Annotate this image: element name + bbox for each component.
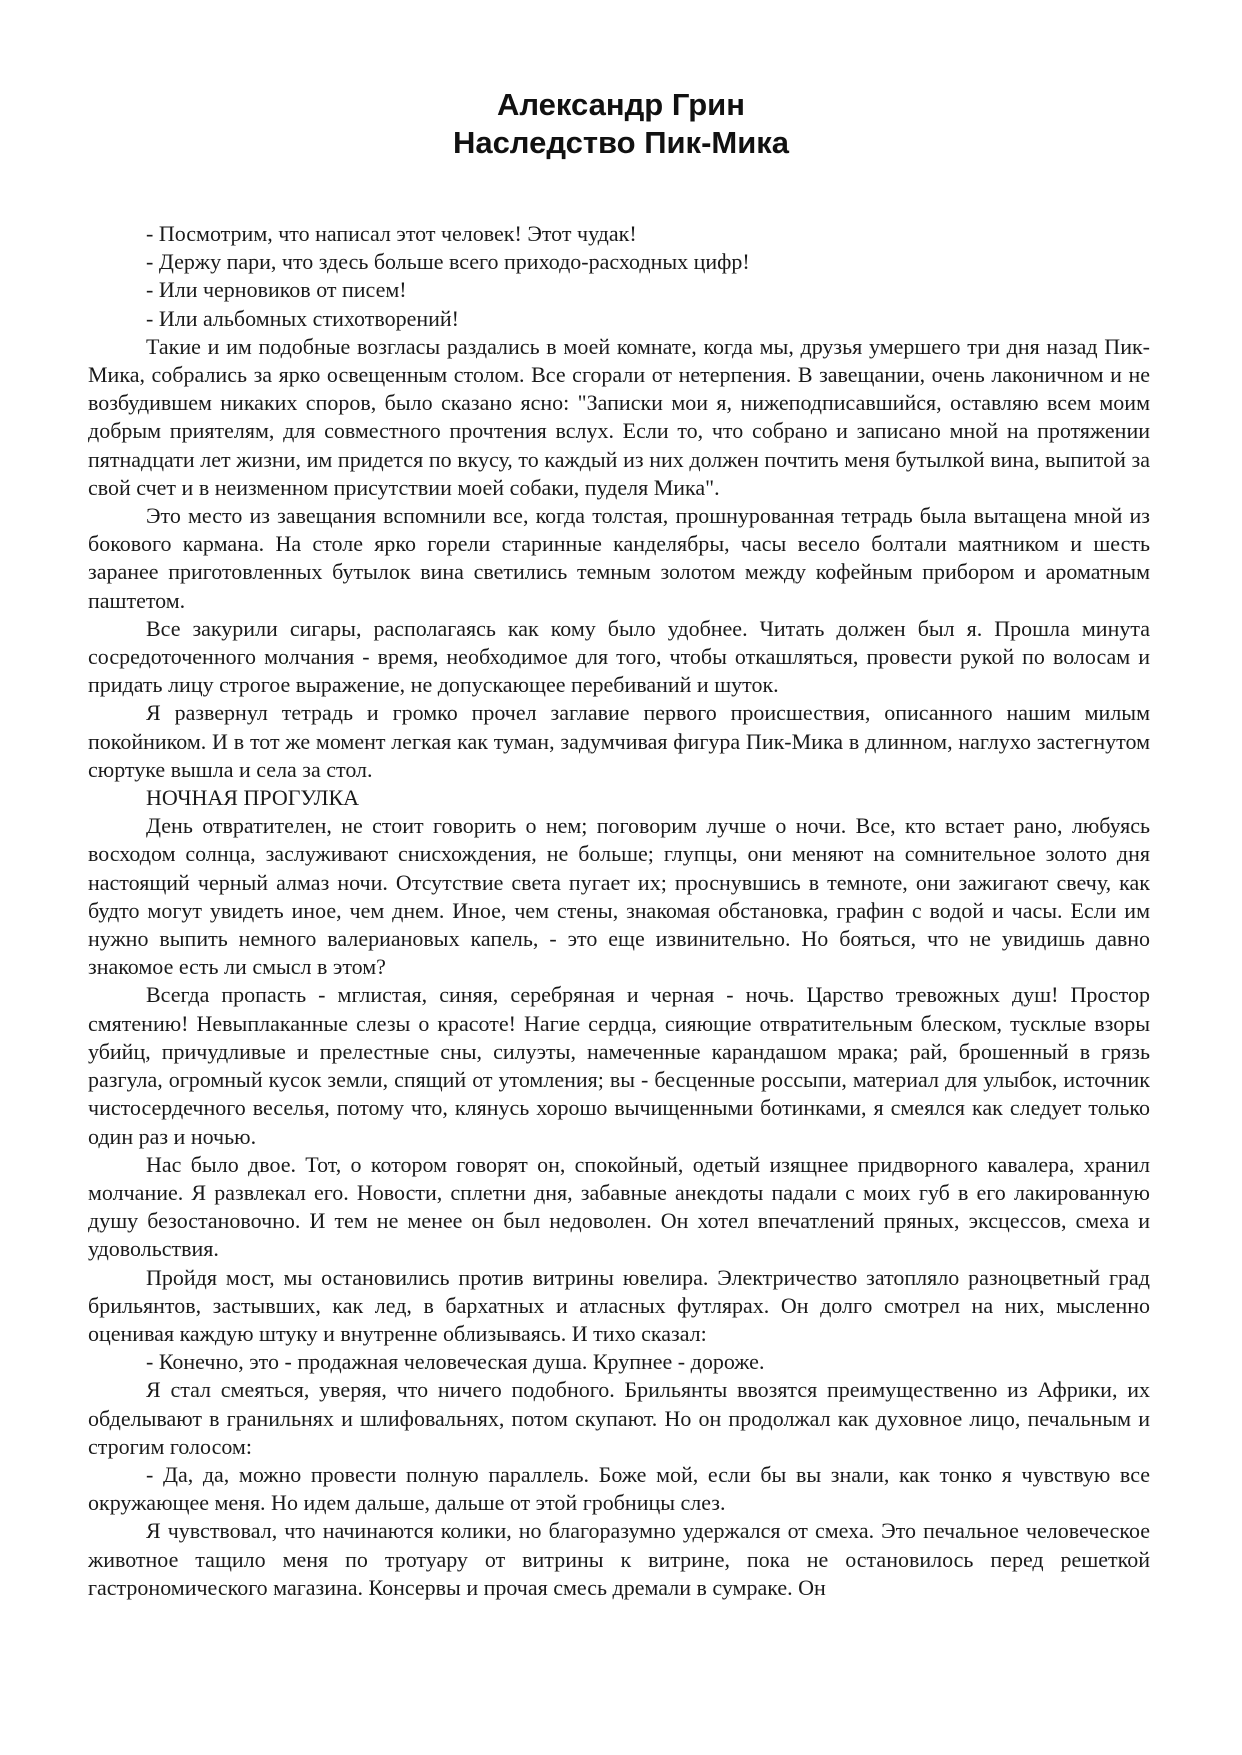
paragraph: - Конечно, это - продажная человеческая душа. Крупнее - дороже. xyxy=(146,1349,765,1375)
paragraph: - Или альбомных стихотворений! xyxy=(146,305,459,331)
paragraph: День отвратителен, не стоит говорить о нем; поговорим лучше о ночи. Все, кто встает рано, любуясь восходом солнца, заслуживают снисхождения, не больше; глупцы, они меняют на сомнительное золото дня настоящий черный алмаз ночи. Отсутствие света пугает их; проснувшись в темноте, они зажигают свечу, как будто могут увидеть иное, чем днем. Иное, чем стены, знакомая обстановка, графин с водой и часы. Если им нужно выпить немного валериановых капель, - это еще извинительно. Но бояться, что не увидишь давно знакомое есть ли смысл в этом? xyxy=(88,813,1150,980)
section-heading: НОЧНАЯ ПРОГУЛКА xyxy=(146,785,360,811)
paragraph: - Да, да, можно провести полную параллель. Боже мой, если бы вы знали, как тонко я чувствую все окружающее меня. Но идем дальше, дальше от этой гробницы слез. xyxy=(88,1461,1150,1516)
document-body xyxy=(88,220,1150,1602)
paragraph: Я стал смеяться, уверяя, что ничего подобного. Брильянты ввозятся преимущественно из Африки, их обделывают в гранильнях и шлифовальнях, потом скупают. Но он продолжал как духовное лицо, печальным и строгим голосом: xyxy=(88,1377,1150,1459)
paragraph: - Или черновиков от писем! xyxy=(146,277,407,303)
author-name: Александр Грин xyxy=(497,87,745,122)
paragraph: - Держу пари, что здесь больше всего приходо-расходных цифр! xyxy=(146,249,750,275)
paragraph: Я развернул тетрадь и громко прочел заглавие первого происшествия, описанного нашим милым покойником. И в тот же момент легкая как туман, задумчивая фигура Пик-Мика в длинном, наглухо застегнутом сюртуке вышла и села за стол. xyxy=(88,700,1150,782)
paragraph: Всегда пропасть - мглистая, синяя, серебряная и черная - ночь. Царство тревожных душ! Простор смятению! Невыплаканные слезы о красоте! Нагие сердца, сияющие отвратительным блеском, тусклые взоры убийц, причудливые и прелестные сны, силуэты, намеченные карандашом мрака; рай, брошенный в грязь разгула, огромный кусок земли, спящий от утомления; вы - бесценные россыпи, материал для улыбок, источник чистосердечного веселья, потому что, клянусь хорошо вычищенными ботинками, я смеялся как следует только один раз и ночью. xyxy=(88,982,1150,1149)
paragraph: Такие и им подобные возгласы раздались в моей комнате, когда мы, друзья умершего три дня назад Пик-Мика, собрались за ярко освещенным столом. Все сгорали от нетерпения. В завещании, очень лаконичном и не возбудившем никаких споров, было сказано ясно: "Записки мои я, нижеподписавшийся, оставляю всем моим добрым приятелям, для совместного прочтения вслух. Если то, что собрано и записано мной на протяжении пятнадцати лет жизни, им придется по вкусу, то каждый из них должен почтить меня бутылкой вина, выпитой за свой счет и в неизменном присутствии моей собаки, пуделя Мика". xyxy=(88,333,1150,500)
story-title: Наследство Пик-Мика xyxy=(452,125,790,160)
paragraph: - Посмотрим, что написал этот человек! Этот чудак! xyxy=(146,221,637,246)
paragraph: Пройдя мост, мы остановились против витрины ювелира. Электричество затопляло разноцветный град брильянтов, застывших, как лед, в бархатных и атласных футлярах. Он долго смотрел на них, мысленно оценивая каждую штуку и внутренне облизываясь. И тихо сказал: xyxy=(88,1264,1150,1346)
paragraph: Это место из завещания вспомнили все, когда толстая, прошнурованная тетрадь была вытащена мной из бокового кармана. На столе ярко горели старинные канделябры, часы весело болтали маятником и шесть заранее приготовленных бутылок вина светились темным золотом между кофейным прибором и ароматным паштетом. xyxy=(88,503,1150,613)
document-header xyxy=(0,86,1242,162)
paragraph: Я чувствовал, что начинаются колики, но благоразумно удержался от смеха. Это печальное человеческое животное тащило меня по тротуару от витрины к витрине, пока не остановилось перед решеткой гастрономического магазина. Консервы и прочая смесь дремали в сумраке. Он xyxy=(88,1518,1150,1600)
paragraph: Нас было двое. Тот, о котором говорят он, спокойный, одетый изящнее придворного кавалера, хранил молчание. Я развлекал его. Новости, сплетни дня, забавные анекдоты падали с моих губ в его лакированную душу безостановочно. И тем не менее он был недоволен. Он хотел впечатлений пряных, эксцессов, смеха и удовольствия. xyxy=(88,1151,1150,1262)
paragraph: Все закурили сигары, располагаясь как кому было удобнее. Читать должен был я. Прошла минута сосредоточенного молчания - время, необходимое для того, чтобы откашляться, провести рукой по волосам и придать лицу строгое выражение, не допускающее перебиваний и шуток. xyxy=(88,615,1150,698)
